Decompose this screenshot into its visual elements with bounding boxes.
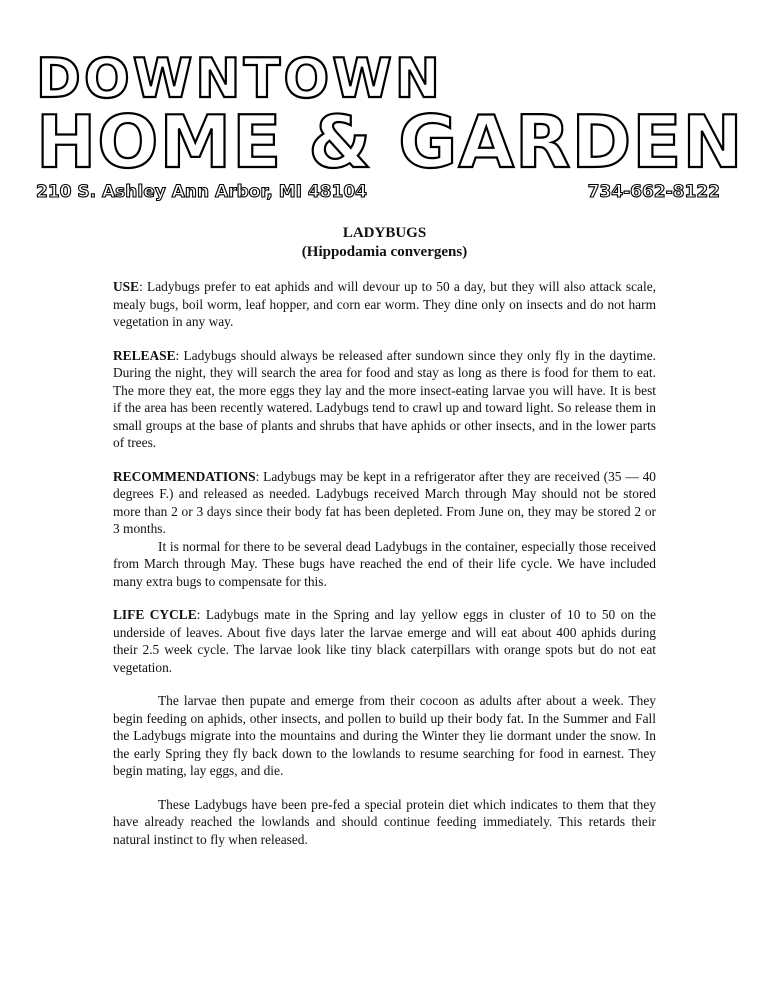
document-subtitle: (Hippodamia convergens) (301, 244, 468, 260)
section-text: : Ladybugs prefer to eat aphids and will devour up to 50 a day, but they will also attack scale, mealy bugs, boil worm, leaf hopper, and corn ear worm. They dine only on insects and do not harm vegetation in any way. (113, 279, 656, 329)
section-heading: USE (113, 279, 140, 294)
masthead (36, 47, 744, 202)
store-phone: 734-662-8122 (587, 182, 720, 202)
section-recommendations-continued: It is normal for there to be several dead Ladybugs in the container, especially those received from March through May. These bugs have reached the end of their life cycle. We have included many extra bugs to compensate for this. (113, 538, 656, 589)
store-address: 210 S. Ashley Ann Arbor, MI 48104 (36, 182, 367, 202)
paragraph-pupate: The larvae then pupate and emerge from their cocoon as adults after about a week. They begin feeding on aphids, other insects, and pollen to build up their body fat. In the Summer and Fall the Ladybugs migrate into the mountains and during the Winter they lie dormant under the snow. In the early Spring they fly back down to the lowlands to resume searching for food in earnest. They begin mating, lay eggs, and die. (113, 693, 656, 778)
section-text: : Ladybugs may be kept in a refrigerator after they are received (35 — 40 degrees F.) and released as needed. Ladybugs received March through May should not be stored more than 2 or 3 days since their body fat has been depleted. From June on, they may be stored 2 or 3 months. (113, 468, 656, 536)
section-life-cycle (113, 606, 656, 676)
section-heading: RELEASE (113, 347, 176, 363)
section-text: : Ladybugs mate in the Spring and lay yellow eggs in cluster of 10 to 50 on the underside of leaves. About five days later the larvae emerge and will eat about 400 aphids during their 2.5 week cycle. The larvae look like tiny black caterpillars with orange spots but do not eat vegetation. (113, 607, 656, 675)
section-recommendations (113, 468, 656, 538)
paragraph-prefed: These Ladybugs have been pre-fed a special protein diet which indicates to them that they have already reached the lowlands and should continue feeding immediately. This retards their natural instinct to fly when released. (113, 796, 656, 847)
document-body (113, 224, 656, 848)
logo-home-garden: HOME & GARDEN (36, 100, 744, 184)
section-release (113, 347, 656, 452)
section-heading: RECOMMENDATIONS (113, 468, 256, 484)
section-heading: LIFE CYCLE (113, 607, 197, 622)
document-title: LADYBUGS (342, 225, 427, 241)
address-row (36, 182, 720, 202)
section-use (113, 278, 656, 331)
logo-downtown: DOWNTOWN (36, 47, 443, 110)
section-text: : Ladybugs should always be released after sundown since they only fly in the daytime. During the night, they will search the area for food and stay as long as there is food for them to eat. The more they eat, the more eggs they lay and the more insect-eating larvae you will have. It is best if the area has been recently watered. Ladybugs tend to crawl up and toward light. So release them in small groups at the base of plants and shrubs that have aphids or other insects, and in the lower parts of trees. (113, 347, 656, 450)
